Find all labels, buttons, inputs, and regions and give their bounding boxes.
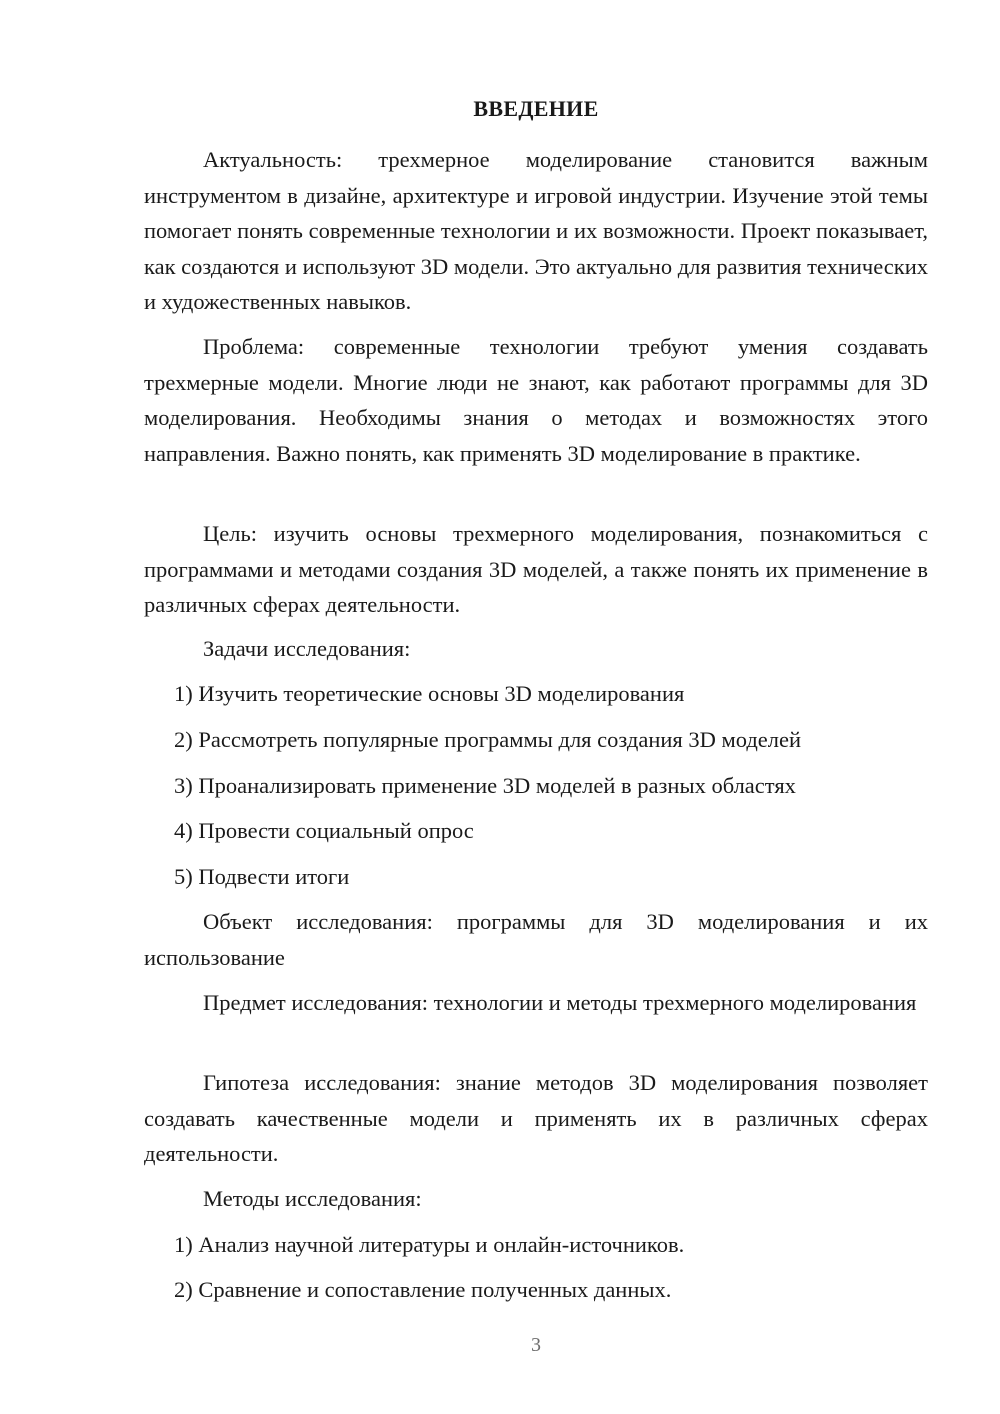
task-item-4: 4) Провести социальный опрос: [174, 818, 474, 843]
task-item-2: 2) Рассмотреть популярные программы для создания 3D моделей: [174, 727, 802, 752]
task-item-5: 5) Подвести итоги: [174, 864, 350, 889]
methods-title: Методы исследования:: [203, 1186, 422, 1211]
paragraph-relevance: Актуальность: трехмерное моделирование становится важным инструментом в дизайне, архитектуре и игровой индустрии. Изучение этой темы помогает понять современные технологии и их возможности. Проект показывает, как создаются и используют 3D модели. Это актуально для развития технических и художественных навыков.: [144, 147, 928, 314]
method-item-1: 1) Анализ научной литературы и онлайн-источников.: [174, 1232, 685, 1257]
task-item-3: 3) Проанализировать применение 3D моделей в разных областях: [174, 773, 796, 798]
paragraph-hypothesis: Гипотеза исследования: знание методов 3D моделирования позволяет создавать качественные модели и применять их в различных сферах деятельности.: [144, 1070, 928, 1166]
tasks-title: Задачи исследования:: [203, 636, 411, 661]
page-number: 3: [531, 1334, 541, 1356]
section-heading: ВВЕДЕНИЕ: [473, 96, 599, 121]
task-item-1: 1) Изучить теоретические основы 3D моделирования: [174, 681, 685, 706]
paragraph-subject: Предмет исследования: технологии и методы трехмерного моделирования: [203, 990, 917, 1015]
paragraph-goal: Цель: изучить основы трехмерного моделирования, познакомиться с программами и методами создания 3D моделей, а также понять их применение в различных сферах деятельности.: [144, 521, 928, 617]
paragraph-problem: Проблема: современные технологии требуют умения создавать трехмерные модели. Многие люди не знают, как работают программы для 3D моделирования. Необходимы знания о методах и возможностях этого направления. Важно понять, как применять 3D моделирование в практике.: [144, 334, 928, 466]
paragraph-object: Объект исследования: программы для 3D моделирования и их использование: [144, 909, 928, 970]
method-item-2: 2) Сравнение и сопоставление полученных данных.: [174, 1277, 672, 1302]
